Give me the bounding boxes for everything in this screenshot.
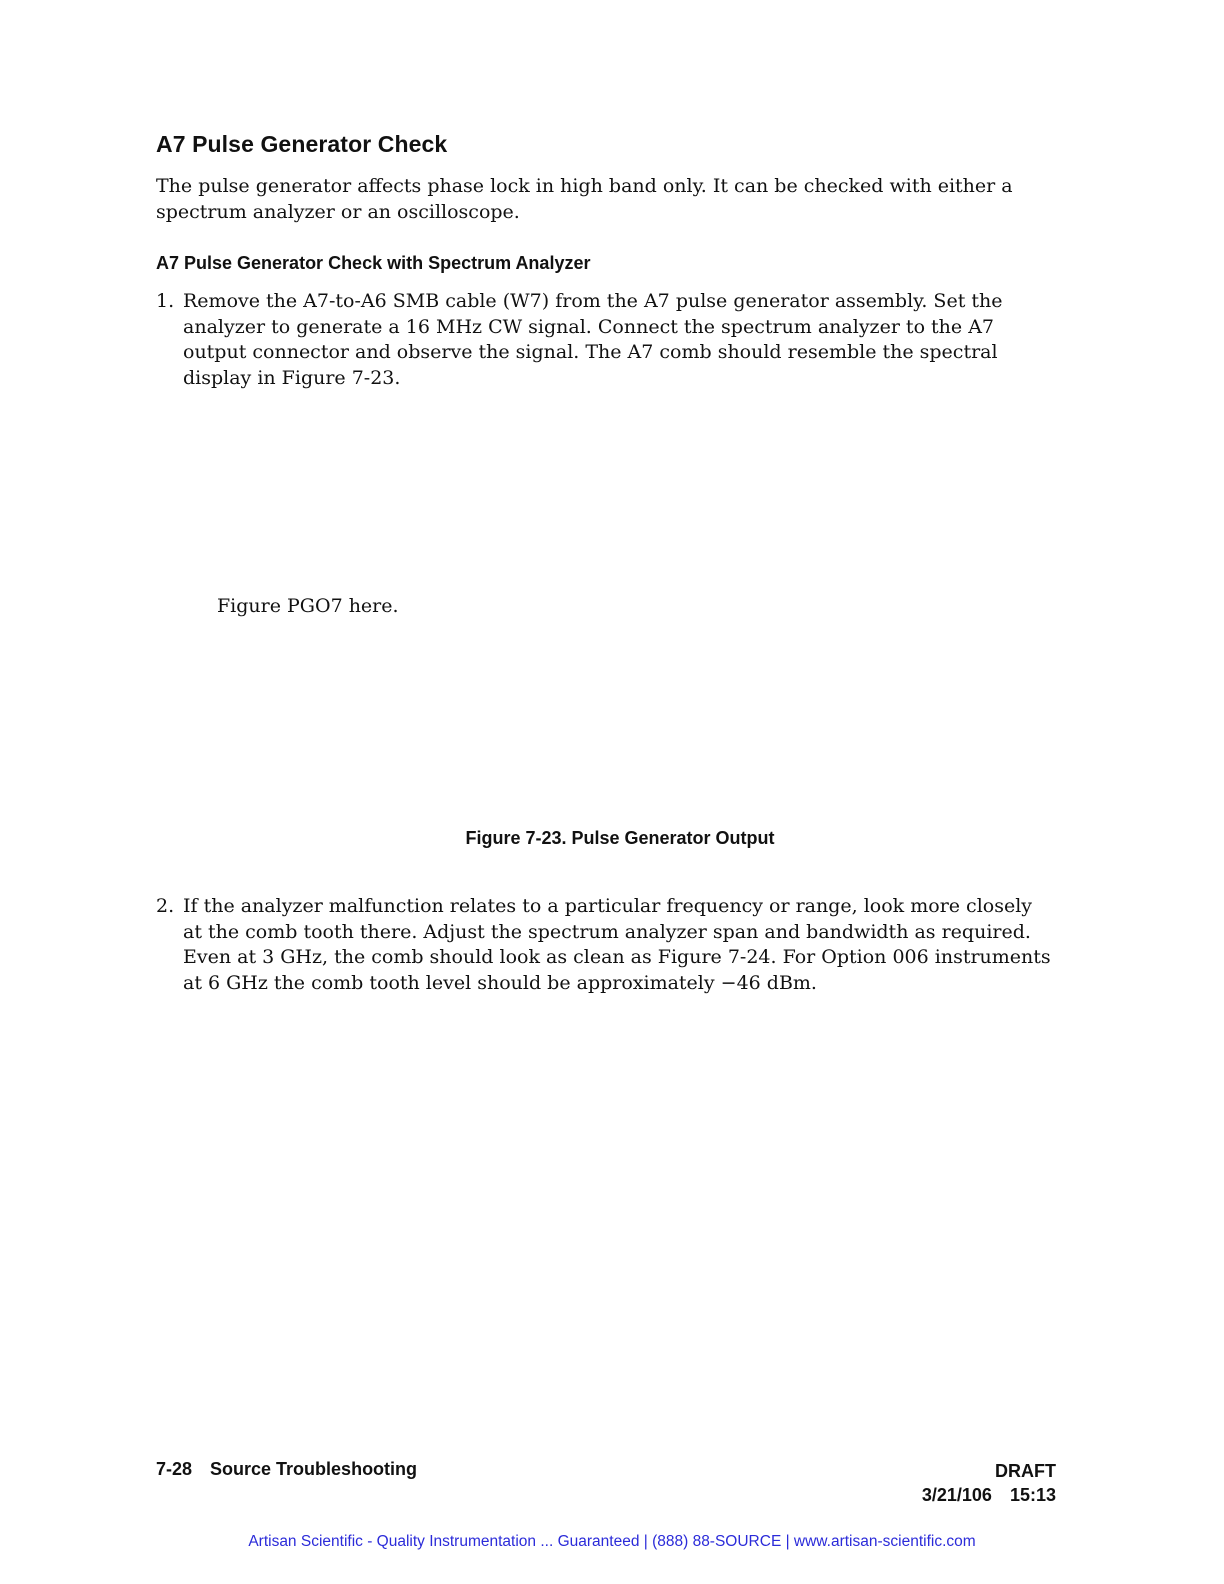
section-title: A7 Pulse Generator Check <box>156 131 448 157</box>
draft-date: 3/21/106 <box>921 1485 992 1505</box>
figure-placeholder: Figure PGO7 here. <box>217 595 399 617</box>
intro-paragraph: The pulse generator affects phase lock in high band only. It can be checked with either a spectrum analyzer or an oscilloscope. <box>156 175 1013 223</box>
step-text: Remove the A7-to-A6 SMB cable (W7) from the A7 pulse generator assembly. Set the analyzer to generate a 16 MHz CW signal. Connect the spectrum analyzer to the A7 output connector and observe the signal. The A7 comb should resemble the spectral display in Figure 7-23. <box>183 290 1003 389</box>
vendor-banner: Artisan Scientific - Quality Instrumentation ... Guaranteed | (888) 88-SOURCE | www.artisan-scientific.com <box>248 1533 976 1550</box>
page-footer-left <box>156 1459 417 1480</box>
draft-timestamp <box>922 1483 1056 1507</box>
page-footer-right <box>922 1459 1056 1507</box>
draft-status: DRAFT <box>995 1461 1056 1481</box>
step-number: 1. <box>156 290 175 312</box>
figure-caption: Figure 7-23. Pulse Generator Output <box>465 828 775 848</box>
step-text: If the analyzer malfunction relates to a particular frequency or range, look more closely at the comb tooth there. Adjust the spectrum analyzer span and bandwidth as required. Even at 3 GHz, the comb should look as clean as Figure 7-24. For Option 006 instruments at 6 GHz the comb tooth level should be approximately −46 dBm. <box>183 895 1051 994</box>
subsection-title: A7 Pulse Generator Check with Spectrum Analyzer <box>156 253 591 273</box>
draft-time: 15:13 <box>1009 1485 1056 1505</box>
procedure-step <box>156 289 1056 391</box>
step-number: 2. <box>156 895 175 917</box>
page-number: 7-28 <box>156 1459 193 1479</box>
procedure-step <box>156 894 1056 996</box>
chapter-title: Source Troubleshooting <box>210 1459 418 1479</box>
